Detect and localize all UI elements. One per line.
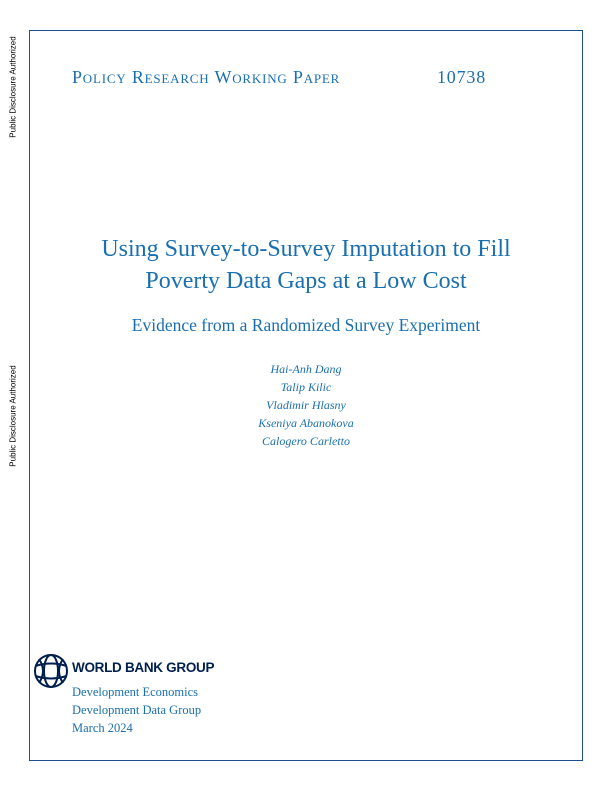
org-line-1: Development Economics [72,685,199,699]
logo-wordmark: WORLD BANK GROUP [72,659,215,675]
paper-number: 10738 [437,67,486,87]
author-name: Calogero Carletto [262,434,350,448]
publication-date: March 2024 [72,721,133,735]
org-line-2: Development Data Group [72,703,202,717]
disclosure-label-top: Public Disclosure Authorized [8,36,18,138]
title-line-1: Using Survey-to-Survey Imputation to Fill [101,236,511,262]
organization-block [72,683,201,737]
author-name: Hai-Anh Dang [270,362,342,376]
author-list [60,360,552,450]
title-line-2: Poverty Data Gaps at a Low Cost [145,268,467,294]
author-name: Kseniya Abanokova [258,416,354,430]
author-name: Talip Kilic [280,380,332,394]
globe-icon [33,653,69,689]
disclosure-label-bottom: Public Disclosure Authorized [8,365,18,467]
paper-subtitle: Evidence from a Randomized Survey Experiment [131,315,481,335]
author-name: Vladimir Hlasny [266,398,346,412]
series-title: Policy Research Working Paper [72,67,341,87]
paper-title [60,233,552,297]
